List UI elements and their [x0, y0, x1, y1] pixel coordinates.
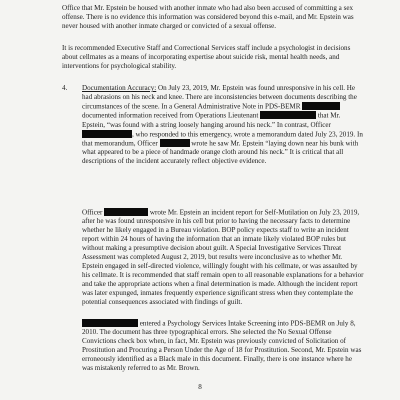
redaction-block [260, 111, 316, 119]
list-number: 4. [62, 84, 68, 92]
redaction-block [160, 139, 190, 147]
redaction-block [82, 319, 138, 327]
page-number: 8 [198, 383, 202, 391]
redaction-block [302, 102, 340, 110]
section-heading: Documentation Accuracy: [82, 84, 157, 92]
paragraph-recommendation-psychologist: It is recommended Executive Staff and Correctional Services staff include a psychologist in decisions about cellmates as a means of incorporating expertise about suicide risk, mental health needs, and interventions for psychological stability. [62, 44, 351, 70]
redaction-block [82, 130, 132, 138]
redaction-block [104, 208, 148, 216]
paragraph-incident-report: Officer wrote Mr. Epstein an incident report for Self-Mutilation on July 23, 2019, after he was found unresponsive in his cell but prior to having the necessary facts to determine whether he likely engaged in a Bureau violation. BOP policy expects staff to write an incident report within 24 hours of having the information that an inmate likely violated BOP rules but without making a presumptive decision about guilt. A Special Investigative Services Threat Assessment was completed August 2, 2019, but results were inconclusive as to whether Mr. Epstein engaged in self-directed violence, willingly fought with his cellmate, or was assaulted by his cellmate. It is recommended that staff remain open to all reasonable explanations for a behavior and take the appropriate actions when a final determination is made. Although the incident report was later expunged, inmates frequently experience significant stress when they contemplate the potential consequences associated with findings of guilt. [82, 208, 364, 306]
paragraph-cellmate-housing: Office that Mr. Epstein be housed with another inmate who had also been accused of committing a sex offense. There is no evidence this information was considered beyond this e-mail, and Mr. Epstein was never housed with another inmate charged or convicted of a sexual offense. [62, 4, 354, 30]
paragraph-documentation-accuracy: Documentation Accuracy: On July 23, 2019, Mr. Epstein was found unresponsive in his cell. He had abrasions on his neck and knee. There are inconsistencies between documents describing the circumstances of the scene. In a General Administrative Note in PDS-BEMR documented information received from Operations Lieutenant that Mr. Epstein, “was found with a string loosely hanging around his neck.” In contrast, Officer , who responded to this emergency, wrote a memorandum dated July 23, 2019. In that memorandum, Officer wrote he saw Mr. Epstein “laying down near his bunk with what appeared to be a piece of handmade orange cloth around his neck.” It is critical that all descriptions of the incident accurately reflect objective evidence. [82, 84, 363, 166]
paragraph-intake-screening: entered a Psychology Services Intake Screening into PDS-BEMR on July 8, 2010. The document has three typographical errors. She selected the No Sexual Offense Convictions check box when, in fact, Mr. Epstein was previously convicted of Solicitation of Prostitution and Procuring a Person Under the Age of 18 for Prostitution. Second, Mr. Epstein was erroneously identified as a Black male in this document. Finally, there is one instance where he was mistakenly referred to as Mr. Brown. [82, 319, 362, 373]
